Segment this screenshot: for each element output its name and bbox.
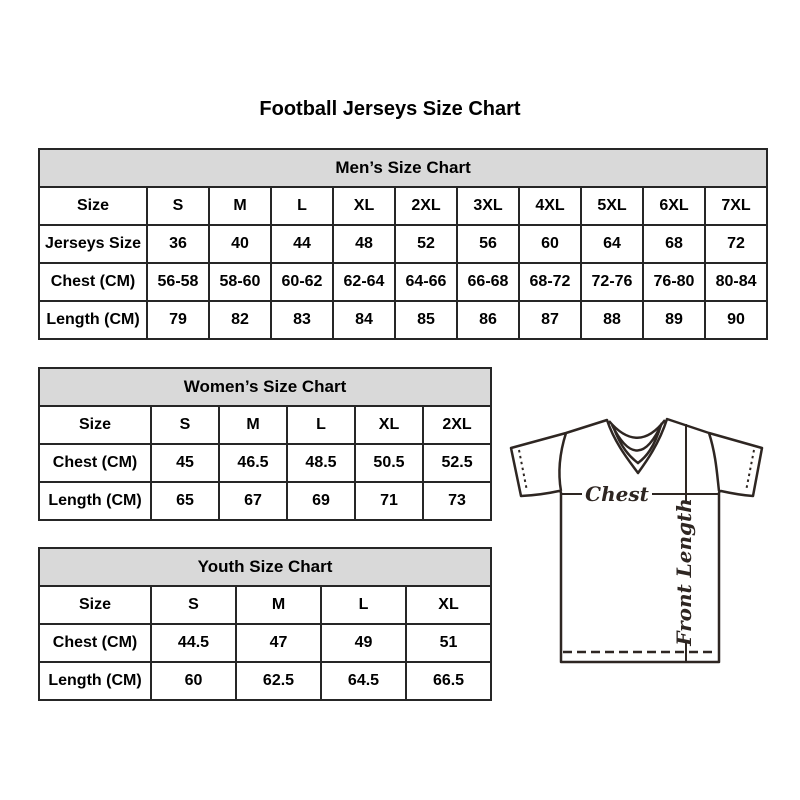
cell-label: Size xyxy=(39,586,151,624)
youth-size-table xyxy=(38,547,492,701)
cell-value: S xyxy=(151,586,236,624)
youth-table-title: Youth Size Chart xyxy=(39,548,491,586)
cell-label: Size xyxy=(39,187,147,225)
cell-value: L xyxy=(287,406,355,444)
cell-value: 86 xyxy=(457,301,519,339)
table-row xyxy=(39,263,767,301)
cell-value: 84 xyxy=(333,301,395,339)
cell-value: XL xyxy=(406,586,491,624)
cell-value: 49 xyxy=(321,624,406,662)
table-row xyxy=(39,586,491,624)
cell-value: 60-62 xyxy=(271,263,333,301)
cell-value: 65 xyxy=(151,482,219,520)
table-title-row xyxy=(39,548,491,586)
cell-value: 83 xyxy=(271,301,333,339)
jersey-measurement-diagram xyxy=(503,400,777,674)
cell-value: 85 xyxy=(395,301,457,339)
cell-label: Length (CM) xyxy=(39,301,147,339)
cell-value: 45 xyxy=(151,444,219,482)
cell-value: 87 xyxy=(519,301,581,339)
cell-value: 7XL xyxy=(705,187,767,225)
cell-value: 68 xyxy=(643,225,705,263)
cell-value: 90 xyxy=(705,301,767,339)
table-row xyxy=(39,482,491,520)
cell-value: 71 xyxy=(355,482,423,520)
cell-value: 66-68 xyxy=(457,263,519,301)
cell-value: 58-60 xyxy=(209,263,271,301)
table-title-row xyxy=(39,368,491,406)
cell-label: Length (CM) xyxy=(39,482,151,520)
table-row xyxy=(39,624,491,662)
cell-value: 89 xyxy=(643,301,705,339)
cell-label: Chest (CM) xyxy=(39,444,151,482)
cell-value: XL xyxy=(333,187,395,225)
chest-label: Chest xyxy=(585,482,649,506)
womens-size-table xyxy=(38,367,492,521)
cell-value: 3XL xyxy=(457,187,519,225)
cell-label: Chest (CM) xyxy=(39,624,151,662)
table-row xyxy=(39,444,491,482)
cell-value: S xyxy=(151,406,219,444)
cell-value: 50.5 xyxy=(355,444,423,482)
cell-label: Jerseys Size xyxy=(39,225,147,263)
cell-value: 44 xyxy=(271,225,333,263)
cell-value: 60 xyxy=(151,662,236,700)
cell-value: 62-64 xyxy=(333,263,395,301)
cell-value: M xyxy=(209,187,271,225)
cell-value: 82 xyxy=(209,301,271,339)
cell-value: 88 xyxy=(581,301,643,339)
cell-value: 2XL xyxy=(395,187,457,225)
cell-value: 51 xyxy=(406,624,491,662)
cell-value: 79 xyxy=(147,301,209,339)
mens-table-title: Men’s Size Chart xyxy=(39,149,767,187)
cell-value: 64 xyxy=(581,225,643,263)
cell-value: 36 xyxy=(147,225,209,263)
cell-value: L xyxy=(271,187,333,225)
table-row xyxy=(39,406,491,444)
jersey-outline xyxy=(511,419,762,662)
cell-value: 52 xyxy=(395,225,457,263)
cell-value: 47 xyxy=(236,624,321,662)
cell-value: 80-84 xyxy=(705,263,767,301)
cell-value: 72-76 xyxy=(581,263,643,301)
cell-value: 2XL xyxy=(423,406,491,444)
cell-value: 5XL xyxy=(581,187,643,225)
cell-value: 64-66 xyxy=(395,263,457,301)
cell-value: 72 xyxy=(705,225,767,263)
cell-value: M xyxy=(236,586,321,624)
cell-label: Size xyxy=(39,406,151,444)
cell-value: 48.5 xyxy=(287,444,355,482)
cell-value: 6XL xyxy=(643,187,705,225)
cell-value: 44.5 xyxy=(151,624,236,662)
cell-value: 76-80 xyxy=(643,263,705,301)
cell-value: 40 xyxy=(209,225,271,263)
table-row xyxy=(39,187,767,225)
table-row xyxy=(39,301,767,339)
cell-value: 69 xyxy=(287,482,355,520)
cell-value: M xyxy=(219,406,287,444)
womens-table-title: Women’s Size Chart xyxy=(39,368,491,406)
cell-value: S xyxy=(147,187,209,225)
mens-size-table xyxy=(38,148,768,340)
table-row xyxy=(39,662,491,700)
cell-value: 46.5 xyxy=(219,444,287,482)
page-title: Football Jerseys Size Chart xyxy=(259,98,521,120)
cell-value: XL xyxy=(355,406,423,444)
table-title-row xyxy=(39,149,767,187)
cell-value: 56 xyxy=(457,225,519,263)
cell-value: 66.5 xyxy=(406,662,491,700)
cell-value: 64.5 xyxy=(321,662,406,700)
cell-value: L xyxy=(321,586,406,624)
cell-value: 62.5 xyxy=(236,662,321,700)
cell-value: 48 xyxy=(333,225,395,263)
front-length-label: Front Length xyxy=(672,498,696,646)
cell-value: 52.5 xyxy=(423,444,491,482)
cell-value: 73 xyxy=(423,482,491,520)
cell-label: Chest (CM) xyxy=(39,263,147,301)
cell-label: Length (CM) xyxy=(39,662,151,700)
cell-value: 68-72 xyxy=(519,263,581,301)
cell-value: 4XL xyxy=(519,187,581,225)
cell-value: 56-58 xyxy=(147,263,209,301)
cell-value: 60 xyxy=(519,225,581,263)
cell-value: 67 xyxy=(219,482,287,520)
table-row xyxy=(39,225,767,263)
